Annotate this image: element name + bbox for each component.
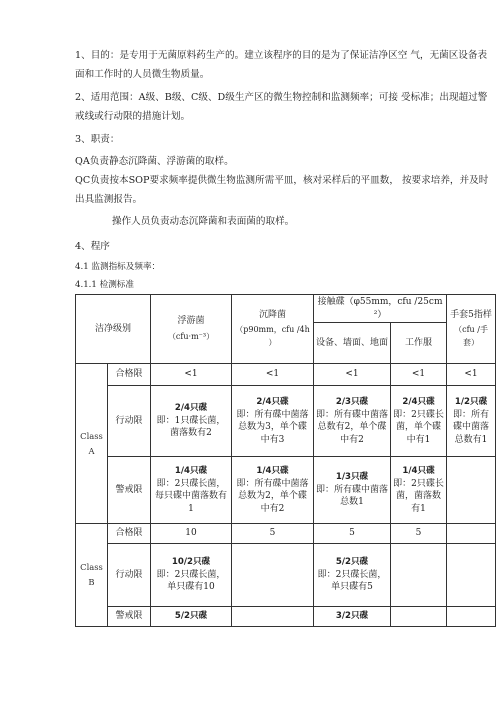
row-label: 行动限 [108,386,151,457]
cell-note: 即：2只碟长菌，单只碟有5 [317,569,387,593]
cell-value: <1 [314,364,391,386]
cell-note: 即：2只碟长菌，单个碟中有1 [393,409,444,445]
cell-value: 5/2只碟 [151,607,232,627]
para-duty-qa: QA负责静态沉降菌、浮游菌的取样。 [75,156,234,167]
para-procedure-heading: 4、程序 [75,241,110,252]
cell-value [151,457,232,524]
cell-note: 即：所有碟中菌落总数为2，单个碟 中有2 [236,478,309,514]
table-row [76,544,496,607]
para-duty-heading: 3、职责： [75,134,120,145]
header-contact-surface: 设备、墙面、地面 [314,323,391,364]
header-airborne [151,295,232,364]
para-duty-qc: QC负责按本SOP要求频率提供微生物监测所需平皿，核对采样后的平皿数， 按要求培养，并及时出具监测报告。 [75,175,489,205]
cell-note: 即：所有碟中菌落总数1 [316,484,389,508]
cell-value: <1 [391,364,447,386]
row-label: 行动限 [108,544,151,607]
cell-value [447,457,496,524]
row-label: 警戒限 [108,607,151,627]
header-airborne-label: 浮游菌 [177,316,205,326]
monitoring-standards-table [75,294,496,627]
header-contact: 接触碟（φ55mm，cfu /25cm ²） [314,295,447,323]
cell-value [447,386,496,457]
cell-value [447,544,496,607]
header-contact-clothes: 工作服 [391,323,447,364]
cell-title: 1/3只碟 [335,472,369,483]
header-airborne-unit: （cfu·m⁻³） [167,331,215,341]
cell-title: 2/4只碟 [174,403,208,414]
cell-value [447,607,496,627]
cell-title: 2/3只碟 [335,397,369,407]
table-header-row [76,295,496,323]
row-label: 合格限 [108,364,151,386]
cell-value [391,544,447,607]
cell-title: 5/2只碟 [335,557,369,568]
cell-note: 即：所有碟中菌落总数有2，单个碟中有2 [316,409,389,445]
cell-value: <1 [447,364,496,386]
para-section-4-1: 4.1 监测指标及频率： [75,262,161,272]
cell-value: 3/2只碟 [314,607,391,627]
cell-value [447,524,496,544]
cell-value: 10 [151,524,232,544]
cell-value: <1 [151,364,232,386]
para-scope: 2、适用范围：A级、B级、C级、D级生产区的微生物控制和监测频率；可接 受标准；出现超过警戒线或行动限的措施计划。 [75,92,488,122]
cell-value [391,386,447,457]
header-grade: 洁净级别 [76,295,151,364]
cell-title: 1/4只碟 [174,466,208,476]
header-glove-unit: （cfu /手套） [454,325,488,347]
row-label: 合格限 [108,524,151,544]
header-settle-unit: （p90mm，cfu /4h ） [235,325,310,347]
cell-value: 5 [232,524,314,544]
cell-value [314,386,391,457]
cell-value [232,386,314,457]
cell-value: <1 [232,364,314,386]
cell-value [314,457,391,524]
table-row [76,607,496,627]
cell-title: 2/4只碟 [402,397,435,407]
cell-value [314,544,391,607]
cell-note: 即：2只碟长菌，单只碟有10 [156,569,226,593]
header-settle-label: 沉降菌 [259,309,287,320]
header-glove [447,295,496,364]
cell-title: 10/2只碟 [171,557,211,568]
cell-note: 即：所有碟中菌落总数有1 [453,409,490,445]
table-row [76,457,496,524]
class-b-label: Class B [76,524,108,627]
cell-value [232,457,314,524]
cell-title: 1/4只碟 [256,466,289,476]
row-label: 警戒限 [108,457,151,524]
table-row [76,524,496,544]
cell-title: 1/4只碟 [402,466,435,476]
cell-note: 即：2只碟长菌，每只碟中菌落数有1 [155,478,228,514]
cell-value [391,607,447,627]
cell-value: 5 [391,524,447,544]
cell-value [232,544,314,607]
cell-value [151,544,232,607]
table-row [76,386,496,457]
cell-note: 即：1只碟长菌，菌落数有2 [156,415,226,439]
para-section-4-1-1: 4.1.1 检测标准 [75,280,134,290]
table-row [76,364,496,386]
cell-title: 1/2只碟 [454,397,488,407]
cell-value [391,457,447,524]
cell-value [232,607,314,627]
header-glove-label: 手套5指样 [450,309,492,320]
cell-value [151,386,232,457]
para-purpose: 1、目的：是专用于无菌原料药生产的。建立该程序的目的是为了保证洁净区空 气，无菌区设备表面和工作时的人员微生物质量。 [75,50,488,80]
header-settle [232,295,314,364]
cell-value: 5 [314,524,391,544]
cell-title: 2/4只碟 [256,397,289,407]
para-duty-operator: 操作人员负责动态沉降菌和表面菌的取样。 [112,216,295,227]
class-a-label: Class A [76,364,108,524]
cell-note: 即：所有碟中菌落总数为3，单个碟中有3 [236,409,309,445]
cell-note: 即：2只碟长菌，菌落数有1 [393,478,444,514]
